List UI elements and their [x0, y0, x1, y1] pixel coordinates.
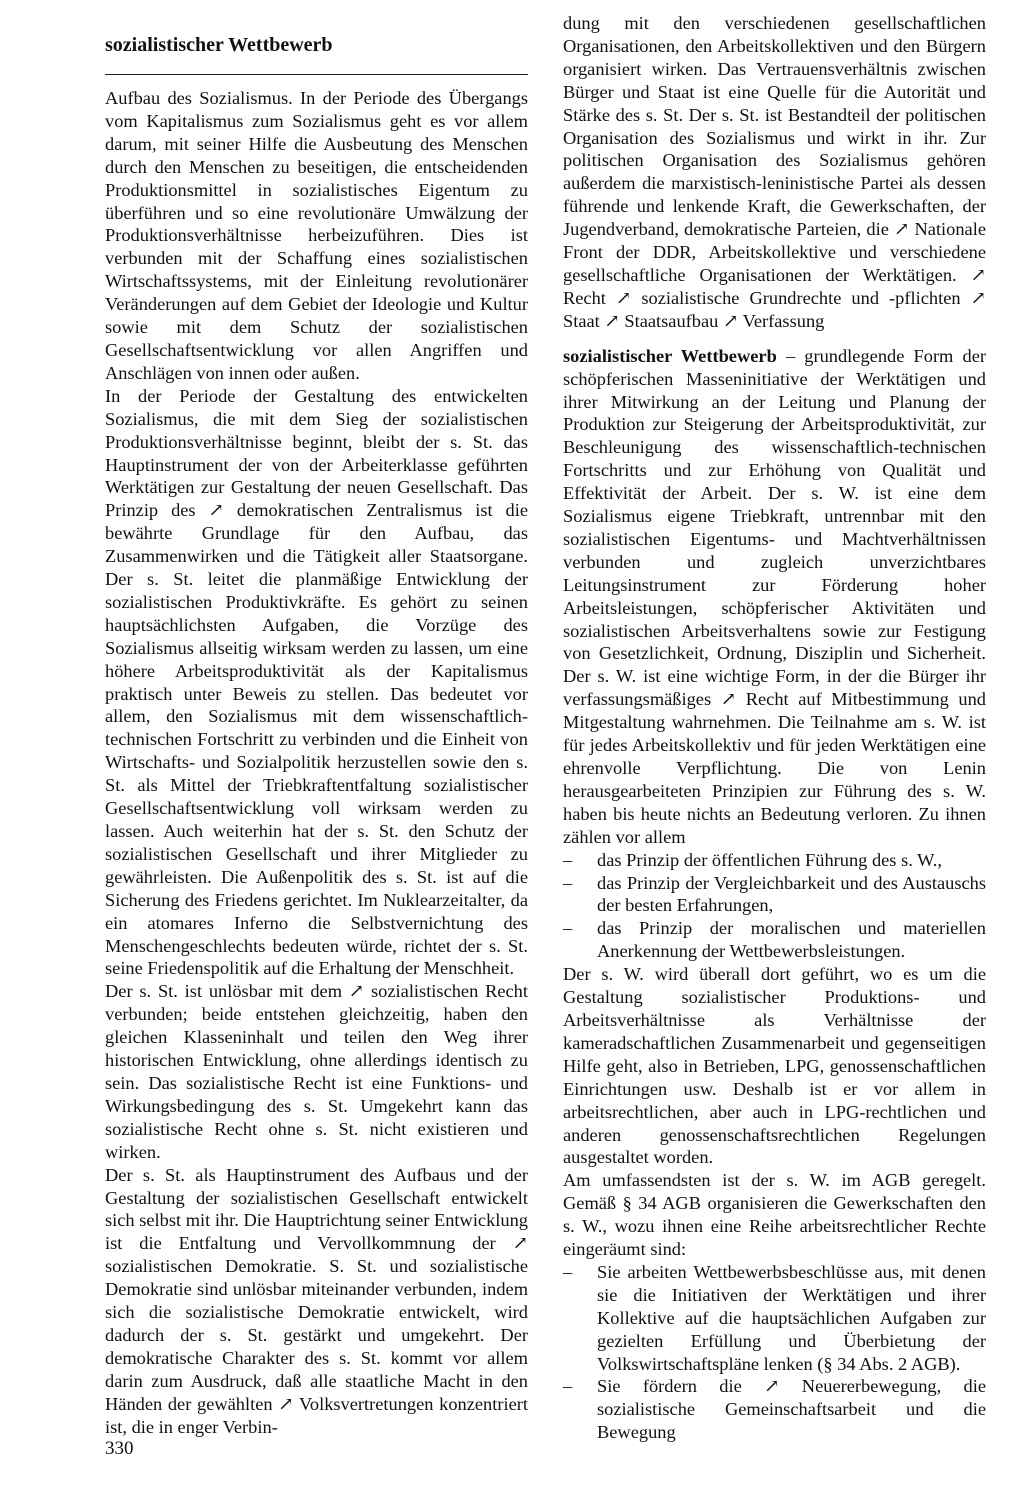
paragraph: Der s. W. wird überall dort geführt, wo es um die Gestaltung sozialistischer Produktions- und Arbeitsverhältnisse als Verhältnisse der kameradschaftlichen Zusammenarbeit und gegenseitigen Hilfe geht, also in Betrieben, LPG, genossenschaftlichen Einrichtungen usw. Deshalb ist er vor allem in arbeitsrechtlichen, aber auch in LPG-rechtlichen und anderen genossenschaftsrechtlichen Regelungen ausgestaltet worden. [563, 964, 986, 1168]
list-item: – das Prinzip der öffentlichen Führung des s. W., [563, 849, 942, 870]
right-column [563, 12, 986, 1444]
dash-marker: – [563, 918, 573, 939]
paragraph: Am umfassendsten ist der s. W. im AGB geregelt. Gemäß § 34 AGB organisieren die Gewerkschaften den s. W., wozu ihnen eine Reihe arbeitsrechtlicher Rechte eingeräumt sind: [563, 1170, 986, 1260]
rights-list [563, 1261, 986, 1444]
dash-marker: – [563, 849, 573, 870]
paragraph: Der s. St. ist unlösbar mit dem ↗ sozialistischen Recht verbunden; beide entstehen gleichzeitig, haben den gleichen Klasseninhalt und teilen den Weg ihrer historischen Entwicklung, ohne allerdings identisch zu sein. Das sozialistische Recht ist eine Funktions- und Wirkungsbedingung des s. St. Umgekehrt kann das sozialistische Recht ohne s. St. nicht existieren und wirken. [105, 981, 528, 1162]
header-rule [105, 74, 528, 75]
entry-definition: – grundlegende Form der schöpferischen Masseninitiative der Werktätigen und ihrer Mitwirkung an der Leitung und Planung der Produktion zur Steigerung der Arbeitsproduktivität, zur Beschleunigung des wissenschaftlich-technischen Fortschritts und zur Erhöhung von Qualität und Effektivität der Arbeit. Der s. W. ist eine dem Sozialismus eigene Triebkraft, untrennbar mit den sozialistischen Eigentums- und Machtverhältnissen verbunden und zugleich unverzichtbares Leitungsinstrument zur Förderung hoher Arbeitsleistungen, schöpferischer Aktivitäten und sozialistischen Arbeitsverhaltens sowie zur Festigung von Gesetzlichkeit, Ordnung, Disziplin und Sicherheit. Der s. W. ist eine wichtige Form, in der die Bürger ihr verfassungsmäßiges ↗ Recht auf Mitbestimmung und Mitgestaltung wahrnehmen. Die Teilnahme am s. W. ist für jedes Arbeitskollektiv und für jeden Werktätigen eine ehrenvolle Verpflichtung. Die von Lenin herausgearbeiteten Prinzipien zur Führung des s. W. haben bis heute nichts an Bedeutung verloren. Zu ihnen zählen vor allem [563, 345, 986, 847]
running-header: sozialistischer Wettbewerb [105, 34, 333, 56]
list-item: – das Prinzip der moralischen und materiellen Anerkennung der Wettbewerbsleistungen. [563, 918, 986, 962]
dictionary-entry [563, 345, 986, 849]
left-column [105, 87, 528, 1438]
paragraph: In der Periode der Gestaltung des entwickelten Sozialismus, die mit dem Sieg der sozialistischen Produktionsverhältnisse beginnt, bleibt der s. St. das Hauptinstrument der von der Arbeiterklasse geführten Werktätigen zur Gestaltung der neuen Gesellschaft. Das Prinzip des ↗ demokratischen Zentralismus ist die bewährte Grundlage für den Aufbau, das Zusammenwirken und die Tätigkeit aller Staatsorgane. Der s. St. leitet die planmäßige Entwicklung der sozialistischen Produktivkräfte. Es gehört zu seinen hauptsächlichsten Aufgaben, die Vorzüge des Sozialismus allseitig wirksam werden zu lassen, um eine höhere Arbeitsproduktivität als der Kapitalismus praktisch unter Beweis zu stellen. Das bedeutet vor allem, den Sozialismus mit dem wissenschaftlich-technischen Fortschritt zu verbinden und die Einheit von Wirtschafts- und Sozialpolitik herzustellen sowie den s. St. als Mittel der Triebkraftentfaltung sozialistischer Gesellschaftsentwicklung voll wirksam werden zu lassen. Auch weiterhin hat der s. St. den Schutz der sozialistischen Gesellschaft und ihrer Mitglieder zu gewährleisten. Die Außenpolitik des s. St. ist auf die Sicherung des Friedens gerichtet. Im Nuklearzeitalter, da ein atomares Inferno die Selbstvernichtung des Menschengeschlechts bedeuten würde, richtet der s. St. seine Friedenspolitik auf die Erhaltung der Menschheit. [105, 385, 528, 979]
dash-marker: – [563, 1261, 573, 1282]
continued-paragraph: dung mit den verschiedenen gesellschaftlichen Organisationen, den Arbeitskollektiven und den Bürgern organisiert wirken. Das Vertrauensverhältnis zwischen Bürger und Staat ist eine Quelle für die Autorität und Stärke des s. St. Der s. St. ist Bestandteil der politischen Organisation des Sozialismus und wirkt in ihr. Zur politischen Organisation des Sozialismus gehören außerdem die marxistisch-leninistische Partei als dessen führende und lenkende Kraft, die Gewerkschaften, der Jugendverband, demokratische Parteien, die ↗ Nationale Front der DDR, Arbeitskollektive und verschiedene gesellschaftliche Organisationen der Werktätigen. ↗ Recht ↗ sozialistische Grundrechte und -pflichten ↗ Staat ↗ Staatsaufbau ↗ Verfassung [563, 13, 986, 331]
list-item: – das Prinzip der Vergleichbarkeit und des Austauschs der besten Erfahrungen, [563, 872, 986, 916]
entry-term: sozialistischer Wettbewerb [563, 345, 777, 366]
dash-marker: – [563, 872, 573, 893]
paragraph: Aufbau des Sozialismus. In der Periode des Übergangs vom Kapitalismus zum Sozialismus geht es vor allem darum, mit seiner Hilfe die Ausbeutung des Menschen durch den Menschen zu beseitigen, die entscheidenden Produktionsmittel in sozialistisches Eigentum zu überführen und so eine revolutionäre Umwälzung der Produktionsverhältnisse herbeizuführen. Dies ist verbunden mit der Schaffung eines sozialistischen Wirtschaftssystems, mit der Einleitung revolutionärer Veränderungen auf dem Gebiet der Ideologie und Kultur sowie mit dem Schutz der sozialistischen Gesellschaftsentwicklung vor allen Angriffen und Anschlägen von innen oder außen. [105, 88, 528, 383]
paragraph: Der s. St. als Hauptinstrument des Aufbaus und der Gestaltung der sozialistischen Gesellschaft entwickelt sich selbst mit ihr. Die Hauptrichtung seiner Entwicklung ist die Entfaltung und Vervollkommnung der ↗ sozialistischen Demokratie. S. St. und sozialistische Demokratie sind unlösbar miteinander verbunden, indem sich die sozialistische Demokratie entwickelt, wird dadurch der s. St. gestärkt und umgekehrt. Der demokratische Charakter des s. St. kommt vor allem darin zum Ausdruck, daß alle staatliche Macht in den Händen der gewählten ↗ Volksvertretungen konzentriert ist, die in enger Verbin- [105, 1164, 528, 1437]
list-item: – Sie fördern die ↗ Neuererbewegung, die sozialistische Gemeinschaftsarbeit und die Bewegung [563, 1376, 986, 1443]
page-number: 330 [105, 1438, 134, 1459]
dash-marker: – [563, 1376, 573, 1397]
list-item: – Sie arbeiten Wettbewerbsbeschlüsse aus, mit denen sie die Initiativen der Werktätigen und ihrer Kollektive auf die hauptsächlichen Aufgaben zur gezielten Erfüllung und Überbietung der Volkswirtschaftspläne lenken (§ 34 Abs. 2 AGB). [563, 1261, 986, 1374]
principles-list [563, 849, 986, 964]
